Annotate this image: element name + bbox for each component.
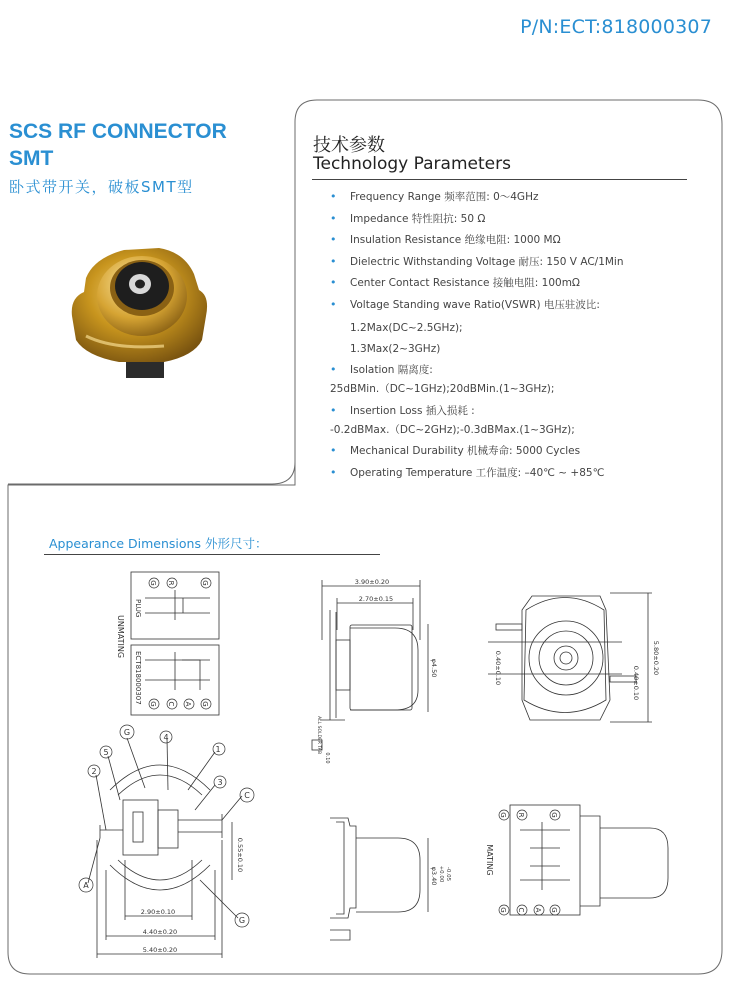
side-view bbox=[312, 578, 438, 764]
tech-heading-cn: 技术参数 bbox=[313, 135, 385, 156]
pin-label: C bbox=[167, 701, 175, 707]
appearance-title: Appearance Dimensions 外形尺寸： bbox=[49, 536, 268, 551]
param-sub: -0.2dBMax.（DC~2GHz);-0.3dBMax.(1~3GHz); bbox=[330, 423, 575, 436]
dimension-label: 4.40±0.20 bbox=[142, 928, 178, 936]
tolerance-label: +0.00 bbox=[438, 865, 444, 883]
callout-label: G bbox=[123, 728, 131, 737]
dimension-label: 3.90±0.20 bbox=[354, 578, 390, 586]
callout-label: 5 bbox=[103, 748, 109, 757]
pin-label: G bbox=[149, 580, 157, 586]
dimension-label: 0.40±0.10 bbox=[494, 650, 502, 686]
param-item: • Dielectric Withstanding Voltage 耐压: 150 V AC/1Min bbox=[330, 254, 624, 268]
param-sub: 1.3Max(2~3GHz) bbox=[350, 342, 441, 355]
pin-label: R bbox=[167, 580, 175, 586]
front-view bbox=[488, 593, 660, 722]
param-item: • Insertion Loss 插入损耗 : -0.2dBMax.（DC~2GHz);-0.3dBMax.(1~3GHz); bbox=[330, 404, 710, 437]
pin-label: G bbox=[499, 907, 507, 913]
callout-label: 4 bbox=[163, 733, 169, 742]
assembly-drawing bbox=[79, 725, 254, 958]
product-title-line2: SMT bbox=[9, 147, 54, 170]
pin-label: R bbox=[517, 812, 525, 818]
pin-label: G bbox=[149, 701, 157, 707]
note-label: 0.10 bbox=[324, 752, 330, 764]
mating-schematic bbox=[485, 805, 668, 915]
dimension-label: 0.55±0.10 bbox=[236, 837, 244, 873]
param-item: • Mechanical Durability 机械寿命: 5000 Cycles bbox=[330, 444, 581, 457]
param-item: • Operating Temperature 工作温度: –40℃ ~ +85℃ bbox=[330, 465, 605, 479]
dimension-label: 0.40±0.10 bbox=[632, 665, 640, 701]
plug-label: PLUG bbox=[134, 599, 142, 618]
bottom-view bbox=[330, 818, 451, 940]
callout-label: G bbox=[238, 916, 246, 925]
bullet-icon: • bbox=[330, 363, 337, 376]
pin-label: G bbox=[499, 812, 507, 818]
pin-label: G bbox=[550, 812, 558, 818]
pin-label: G bbox=[550, 907, 558, 913]
param-sub: 25dBMin.（DC~1GHz);20dBMin.(1~3GHz); bbox=[330, 383, 555, 395]
dimension-label: 2.90±0.10 bbox=[140, 908, 176, 916]
bullet-icon: • bbox=[330, 465, 337, 479]
param-item: • Insulation Resistance 绝缘电阻: 1000 MΩ bbox=[330, 233, 561, 246]
dimension-label: φ3.40 bbox=[430, 866, 438, 886]
param-sub: 1.2Max(DC~2.5GHz); bbox=[350, 321, 463, 334]
bullet-icon: • bbox=[330, 297, 337, 311]
param-item: • Center Contact Resistance 接触电阻: 100mΩ bbox=[330, 276, 580, 289]
callout-label: 3 bbox=[217, 778, 223, 787]
dimension-label: 5.40±0.20 bbox=[142, 946, 178, 954]
param-item: • Isolation 隔离度: 25dBMin.（DC~1GHz);20dBMin.(1~3GHz); bbox=[330, 363, 710, 396]
param-item: • Voltage Standing wave Ratio(VSWR) 电压驻波比: 1.2Max(DC~2.5GHz); 1.3Max(2~3GHz) bbox=[330, 298, 710, 356]
param-item: • Frequency Range 频率范围: 0～4GHz bbox=[330, 190, 539, 203]
switch-schematic bbox=[116, 572, 219, 715]
note-label: ALL SOLDER TAB bbox=[316, 716, 321, 754]
dimension-label: 5.80±0.20 bbox=[652, 640, 660, 676]
tolerance-label: -0.05 bbox=[445, 866, 451, 882]
bullet-icon: • bbox=[330, 403, 337, 417]
product-title-line1: SCS RF CONNECTOR bbox=[9, 120, 227, 143]
bullet-icon: • bbox=[330, 190, 337, 203]
pin-label: G bbox=[201, 580, 209, 586]
mating-label: MATING bbox=[485, 844, 494, 876]
pin-label: G bbox=[201, 701, 209, 707]
bullet-icon: • bbox=[330, 254, 337, 268]
callout-label: 1 bbox=[215, 745, 221, 754]
pin-label: A bbox=[534, 907, 542, 913]
dimension-label: 2.70±0.15 bbox=[358, 595, 394, 603]
pin-label: A bbox=[184, 701, 192, 707]
tech-heading-en: Technology Parameters bbox=[313, 154, 511, 174]
part-number: P/N:ECT:818000307 bbox=[520, 16, 712, 38]
bullet-icon: • bbox=[330, 444, 337, 457]
product-subtitle: 卧式带开关，破板SMT型 bbox=[9, 178, 194, 196]
param-item: • Impedance 特性阻抗: 50 Ω bbox=[330, 211, 486, 225]
dimension-label: φ4.50 bbox=[430, 658, 438, 678]
pin-label: C bbox=[517, 907, 525, 913]
callout-label: C bbox=[244, 791, 250, 800]
callout-label: A bbox=[83, 881, 89, 890]
bullet-icon: • bbox=[330, 233, 337, 246]
bullet-icon: • bbox=[330, 211, 337, 225]
bullet-icon: • bbox=[330, 276, 337, 289]
callout-label: 2 bbox=[91, 767, 97, 776]
unmating-label: UNMATING bbox=[116, 615, 125, 659]
part-label: ECT818000307 bbox=[134, 651, 142, 705]
